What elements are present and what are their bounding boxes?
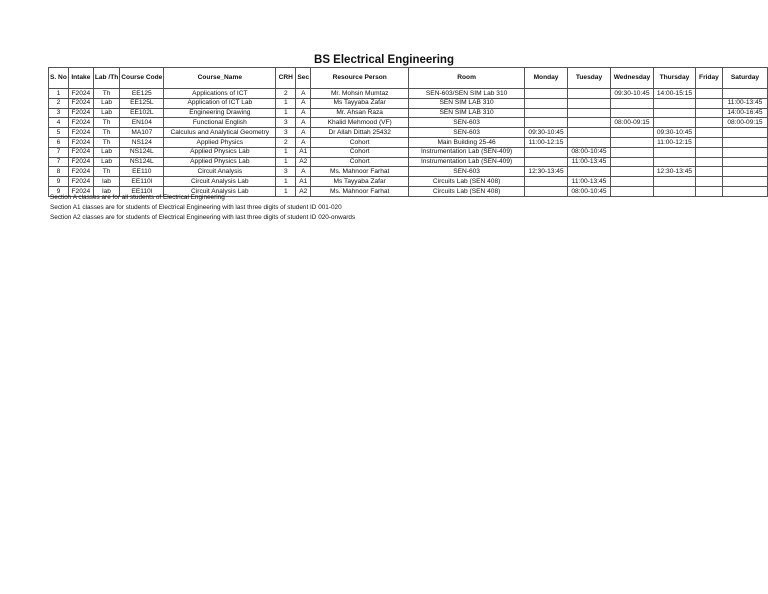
column-header-tuesday: Tuesday <box>568 68 611 89</box>
timetable-header-row <box>49 68 768 89</box>
monday-cell: 11:00-12:15 <box>525 137 568 147</box>
note-section-a1: Section A1 classes are for students of Electrical Engineering with last three digits of student ID 001-020 <box>50 203 342 211</box>
resource-person-cell: Cohort <box>311 137 409 147</box>
resource-person-cell: Mr. Ahsan Raza <box>311 108 409 118</box>
course-name-cell: Applied Physics Lab <box>164 147 276 157</box>
serial-cell: 9 <box>49 186 69 196</box>
course-code-cell: EE110l <box>120 186 164 196</box>
saturday-cell <box>722 137 767 147</box>
sec-cell: A1 <box>296 177 311 187</box>
column-header-sec: Sec <box>296 68 311 89</box>
resource-person-cell: Ms. Mahnoor Farhat <box>311 167 409 177</box>
course-name-cell: Calculus and Analytical Geometry <box>164 128 276 138</box>
saturday-cell <box>722 167 767 177</box>
crh-cell: 3 <box>276 167 296 177</box>
course-code-cell: EE125 <box>120 89 164 99</box>
serial-cell: 7 <box>49 147 69 157</box>
thursday-cell <box>653 177 695 187</box>
course-code-cell: NS124 <box>120 137 164 147</box>
thursday-cell <box>653 186 695 196</box>
table-row <box>49 177 768 187</box>
column-header-lab-th: Lab /Th <box>93 68 119 89</box>
thursday-cell <box>653 98 695 108</box>
tuesday-cell <box>568 137 611 147</box>
monday-cell <box>525 118 568 128</box>
column-header-monday: Monday <box>525 68 568 89</box>
crh-cell: 1 <box>276 157 296 167</box>
thursday-cell: 11:00-12:15 <box>653 137 695 147</box>
sec-cell: A1 <box>296 147 311 157</box>
friday-cell <box>695 137 722 147</box>
sec-cell: A <box>296 98 311 108</box>
lab-th-cell: Lab <box>93 98 119 108</box>
room-cell: Circuits Lab (SEN 408) <box>409 186 525 196</box>
table-row <box>49 157 768 167</box>
course-name-cell: Circuit Analysis <box>164 167 276 177</box>
room-cell: SEN SIM LAB 310 <box>409 98 525 108</box>
room-cell: Instrumentation Lab (SEN-409) <box>409 147 525 157</box>
timetable-body <box>49 89 768 197</box>
table-row <box>49 98 768 108</box>
intake-cell: F2024 <box>68 186 93 196</box>
tuesday-cell <box>568 108 611 118</box>
wednesday-cell <box>610 177 653 187</box>
table-row <box>49 137 768 147</box>
sec-cell: A2 <box>296 157 311 167</box>
lab-th-cell: Lab <box>93 147 119 157</box>
note-section-a: Section A classes are for all students of Electrical Engineering <box>50 194 225 201</box>
serial-cell: 2 <box>49 98 69 108</box>
crh-cell: 1 <box>276 177 296 187</box>
saturday-cell <box>722 186 767 196</box>
serial-cell: 7 <box>49 157 69 167</box>
table-row <box>49 147 768 157</box>
table-row <box>49 89 768 99</box>
intake-cell: F2024 <box>68 167 93 177</box>
friday-cell <box>695 118 722 128</box>
course-name-cell: Circuit Analysis Lab <box>164 177 276 187</box>
sec-cell: A <box>296 167 311 177</box>
thursday-cell <box>653 147 695 157</box>
tuesday-cell: 08:00-10:45 <box>568 186 611 196</box>
page-title: BS Electrical Engineering <box>314 54 454 66</box>
column-header-course-code: Course Code <box>120 68 164 89</box>
tuesday-cell <box>568 98 611 108</box>
crh-cell: 1 <box>276 186 296 196</box>
monday-cell: 12:30-13:45 <box>525 167 568 177</box>
saturday-cell: 14:00-16:45 <box>722 108 767 118</box>
sec-cell: A <box>296 137 311 147</box>
wednesday-cell <box>610 147 653 157</box>
monday-cell <box>525 157 568 167</box>
lab-th-cell: Th <box>93 118 119 128</box>
crh-cell: 2 <box>276 89 296 99</box>
intake-cell: F2024 <box>68 108 93 118</box>
thursday-cell: 09:30-10:45 <box>653 128 695 138</box>
table-row <box>49 118 768 128</box>
friday-cell <box>695 167 722 177</box>
course-code-cell: EE110l <box>120 177 164 187</box>
saturday-cell <box>722 157 767 167</box>
serial-cell: 8 <box>49 167 69 177</box>
serial-cell: 4 <box>49 118 69 128</box>
section-notes <box>50 193 355 222</box>
column-header-room: Room <box>409 68 525 89</box>
saturday-cell: 11:00-13:45 <box>722 98 767 108</box>
thursday-cell <box>653 157 695 167</box>
intake-cell: F2024 <box>68 128 93 138</box>
monday-cell <box>525 89 568 99</box>
friday-cell <box>695 177 722 187</box>
intake-cell: F2024 <box>68 147 93 157</box>
lab-th-cell: lab <box>93 177 119 187</box>
wednesday-cell <box>610 167 653 177</box>
wednesday-cell <box>610 108 653 118</box>
room-cell: Main Building 25-46 <box>409 137 525 147</box>
course-code-cell: EE102L <box>120 108 164 118</box>
monday-cell <box>525 186 568 196</box>
serial-cell: 6 <box>49 137 69 147</box>
sec-cell: A <box>296 108 311 118</box>
lab-th-cell: Th <box>93 128 119 138</box>
course-name-cell: Engineering Drawing <box>164 108 276 118</box>
thursday-cell <box>653 108 695 118</box>
tuesday-cell: 08:00-10:45 <box>568 147 611 157</box>
resource-person-cell: Ms Tayyaba Zafar <box>311 177 409 187</box>
lab-th-cell: Th <box>93 137 119 147</box>
room-cell: SEN-603/SEN SIM Lab 310 <box>409 89 525 99</box>
crh-cell: 1 <box>276 147 296 157</box>
column-header-intake: Intake <box>68 68 93 89</box>
sec-cell: A2 <box>296 186 311 196</box>
intake-cell: F2024 <box>68 98 93 108</box>
crh-cell: 3 <box>276 128 296 138</box>
column-header-resource-person: Resource Person <box>311 68 409 89</box>
intake-cell: F2024 <box>68 89 93 99</box>
wednesday-cell <box>610 98 653 108</box>
crh-cell: 1 <box>276 98 296 108</box>
lab-th-cell: lab <box>93 186 119 196</box>
resource-person-cell: Khalid Mehmood (VF) <box>311 118 409 128</box>
table-row <box>49 167 768 177</box>
column-header-serial: S. No <box>49 68 69 89</box>
course-code-cell: EN104 <box>120 118 164 128</box>
course-code-cell: MA107 <box>120 128 164 138</box>
column-header-crh: CRH <box>276 68 296 89</box>
tuesday-cell: 11:00-13:45 <box>568 177 611 187</box>
intake-cell: F2024 <box>68 137 93 147</box>
sec-cell: A <box>296 118 311 128</box>
table-row <box>49 128 768 138</box>
crh-cell: 2 <box>276 137 296 147</box>
friday-cell <box>695 186 722 196</box>
intake-cell: F2024 <box>68 118 93 128</box>
note-section-a2: Section A2 classes are for students of Electrical Engineering with last three digits of student ID 020-onwards <box>50 213 356 221</box>
course-name-cell: Applications of ICT <box>164 89 276 99</box>
lab-th-cell: Lab <box>93 157 119 167</box>
friday-cell <box>695 128 722 138</box>
monday-cell <box>525 177 568 187</box>
resource-person-cell: Ms. Mahnoor Farhat <box>311 186 409 196</box>
serial-cell: 1 <box>49 89 69 99</box>
room-cell: SEN SIM LAB 310 <box>409 108 525 118</box>
room-cell: SEN-603 <box>409 118 525 128</box>
friday-cell <box>695 157 722 167</box>
timetable <box>48 67 768 197</box>
saturday-cell <box>722 177 767 187</box>
crh-cell: 1 <box>276 108 296 118</box>
crh-cell: 3 <box>276 118 296 128</box>
column-header-wednesday: Wednesday <box>610 68 653 89</box>
wednesday-cell <box>610 186 653 196</box>
column-header-friday: Friday <box>695 68 722 89</box>
resource-person-cell: Cohort <box>311 147 409 157</box>
wednesday-cell <box>610 157 653 167</box>
friday-cell <box>695 147 722 157</box>
monday-cell: 09:30-10:45 <box>525 128 568 138</box>
tuesday-cell <box>568 128 611 138</box>
wednesday-cell <box>610 137 653 147</box>
lab-th-cell: Th <box>93 167 119 177</box>
resource-person-cell: Cohort <box>311 157 409 167</box>
lab-th-cell: Th <box>93 89 119 99</box>
lab-th-cell: Lab <box>93 108 119 118</box>
column-header-course-name: Course_Name <box>164 68 276 89</box>
saturday-cell: 08:00-09:15 <box>722 118 767 128</box>
intake-cell: F2024 <box>68 177 93 187</box>
friday-cell <box>695 108 722 118</box>
serial-cell: 3 <box>49 108 69 118</box>
room-cell: Instrumentation Lab (SEN-409) <box>409 157 525 167</box>
monday-cell <box>525 98 568 108</box>
tuesday-cell <box>568 167 611 177</box>
resource-person-cell: Mr. Mohsin Mumtaz <box>311 89 409 99</box>
serial-cell: 9 <box>49 177 69 187</box>
friday-cell <box>695 98 722 108</box>
course-name-cell: Applied Physics Lab <box>164 157 276 167</box>
room-cell: Circuits Lab (SEN 408) <box>409 177 525 187</box>
sec-cell: A <box>296 89 311 99</box>
wednesday-cell: 08:00-09:15 <box>610 118 653 128</box>
saturday-cell <box>722 89 767 99</box>
course-code-cell: EE110 <box>120 167 164 177</box>
table-row <box>49 108 768 118</box>
saturday-cell <box>722 147 767 157</box>
resource-person-cell: Dr Allah Dittah 25432 <box>311 128 409 138</box>
course-name-cell: Application of ICT Lab <box>164 98 276 108</box>
course-code-cell: NS124L <box>120 157 164 167</box>
course-name-cell: Applied Physics <box>164 137 276 147</box>
course-code-cell: EE125L <box>120 98 164 108</box>
room-cell: SEN-603 <box>409 128 525 138</box>
sec-cell: A <box>296 128 311 138</box>
wednesday-cell: 09:30-10:45 <box>610 89 653 99</box>
intake-cell: F2024 <box>68 157 93 167</box>
wednesday-cell <box>610 128 653 138</box>
column-header-saturday: Saturday <box>722 68 767 89</box>
course-name-cell: Circuit Analysis Lab <box>164 186 276 196</box>
room-cell: SEN-603 <box>409 167 525 177</box>
course-name-cell: Functional English <box>164 118 276 128</box>
monday-cell <box>525 108 568 118</box>
tuesday-cell: 11:00-13:45 <box>568 157 611 167</box>
serial-cell: 5 <box>49 128 69 138</box>
course-code-cell: NS124L <box>120 147 164 157</box>
friday-cell <box>695 89 722 99</box>
thursday-cell: 14:00-15:15 <box>653 89 695 99</box>
monday-cell <box>525 147 568 157</box>
saturday-cell <box>722 128 767 138</box>
resource-person-cell: Ms Tayyaba Zafar <box>311 98 409 108</box>
tuesday-cell <box>568 118 611 128</box>
column-header-thursday: Thursday <box>653 68 695 89</box>
thursday-cell: 12:30-13:45 <box>653 167 695 177</box>
thursday-cell <box>653 118 695 128</box>
tuesday-cell <box>568 89 611 99</box>
